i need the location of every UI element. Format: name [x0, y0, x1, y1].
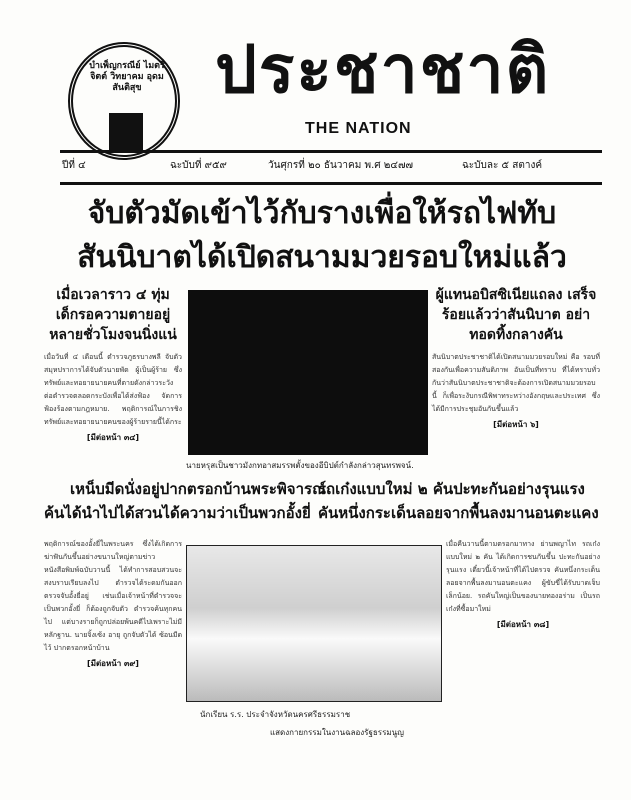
divider: [60, 150, 602, 153]
photo-speaker: [188, 290, 428, 455]
headline-right-bottom-2: คันหนึ่งกระเด็นลอยจากพื้นลงมานอนตะแคง: [318, 504, 599, 522]
continued-note: [มีต่อหน้า ๖]: [493, 420, 539, 429]
story-body: พฤติการณ์ของอั้งยี่ในพระนคร ซึ่งได้เกิดการฆ่าฟันกันขึ้นอย่างขนานใหญ่ตามข่าวหนังสือพิมพ์ฉบับวานนี้ ได้ทำการสอบสวนจะสงบราบเรียบลงไป ตำรวจได้ระดมกันออกตรวจจับอั้งยี่อยู่ เช่นเมื่อเจ้าหน้าที่ตำรวจจะเป็นพวกอั้งยี่ ก็ต้องถูกจับตัว ตำรวจค้นทุกคนไป แต่บางรายก็ถูกปล่อยพ้นคดีไปเพราะไม่มีหลักฐาน. นายจิ้งเซ้ง อายุ ถูกจับตัวได้ ซ้อนมีดไว้ ปากตรอกหน้าบ้าน: [44, 540, 182, 652]
issue-date: วันศุกรที่ ๒๐ ธันวาคม พ.ศ ๒๔๗๗: [268, 160, 413, 171]
story-heading: ผู้แทนอบิสซิเนียแถลง เสร็จร้อยแล้วว่าสันนิบาต อย่าทอดทิ้งกลางคัน: [435, 287, 597, 343]
newspaper-seal-logo: [68, 42, 180, 160]
continued-note: [มีต่อหน้า ๓๔]: [86, 433, 140, 442]
logo-motto: บำเพ็ญกรณีย์ ไมตรีจิตต์ วิทยาคม อุดมสันติสุข: [89, 61, 165, 93]
story-body: สันนิบาตประชาชาติได้เปิดสนามมวยรอบใหม่ คือ รอบที่สองกันเพื่อความสันติภาพ อันเป็นที่ทราบ ที่ได้ทราบทั่วกันว่าสันนิบาตประชาชาติจะต้องการเปิดสนามมวยรอบนี้ ก็เพื่อระงับกรณีพิพาทระหว่างอังกฤษและประเทศ ซึ่งได้มีการประชุมอันกันขึ้นแล้ว: [432, 353, 600, 413]
story-left-top: [44, 285, 182, 444]
headline-right-bottom: รถเก๋งแบบใหม่ ๒ คันปะทะกันอย่างรุนแรง: [318, 480, 585, 498]
continued-note: [มีต่อหน้า ๓๙]: [87, 659, 139, 668]
photo-students-gymnastics: [186, 545, 442, 702]
headline-left-bottom-2: ค้นได้นำไปได้สวนได้ความว่าเป็นพวกอั้งยี่: [44, 504, 311, 522]
story-heading: เมื่อเวลาราว ๔ ทุ่ม เด็กรอความตายอยู่ หลายชั่วโมงจนนิ่งแน่: [49, 287, 177, 343]
photo-caption-line-1: นักเรียน ร.ร. ประจำจังหวัดนครศรีธรรมราช: [200, 710, 351, 719]
divider: [60, 182, 602, 185]
photo-caption-line-2: แสดงกายกรรมในงานฉลองรัฐธรรมนูญ: [270, 728, 404, 737]
issue-number: ฉะบับที่ ๙๕๙: [170, 160, 227, 171]
issue-price: ฉะบับละ ๕ สตางค์: [462, 160, 543, 171]
logo-emblem-icon: [109, 113, 143, 153]
story-body: เมื่อคืนวานนี้ตามตรอกมาทาง ย่านพญาไท รถเก๋งแบบใหม่ ๒ คัน ได้เกิดการชนกันขึ้น ปะทะกันอย่างรุนแรง เดี๋ยวนี้เจ้าหน้าที่ได้ไปตรวจ คันหนึ่งกระเด็นลอยจากพื้นลงมานอนตะแคง ผู้ขับขี่ได้รับบาดเจ็บเล็กน้อย. รถคันใหญ่เป็นของนายทองอร่าม เป็นรถเก๋งที่ซื้อมาใหม่: [446, 540, 600, 613]
masthead-title: ประชาชาติ: [215, 31, 551, 108]
story-left-bottom: [44, 538, 182, 670]
story-right-bottom: [446, 538, 600, 631]
story-body: เมื่อวันที่ ๔ เดือนนี้ ตำรวจภูธรบางพลี จับตัวสมุหปราการได้จับตัวนายพัด ผู้เป็นผู้ร้าย ซึ่งทรัพย์และทอยายนายคนที่ตายดังกล่าวระวัง ต่อตำรวจตลอดกระบังเพื่อได้ส่งฟ้อง จัดการฟ้องร้องตามกฎหมาย. พฤติการณ์ในการชิงทรัพย์และทอยายนายคนของผู้ร้ายรายนี้ได้กระ: [44, 353, 182, 426]
story-right-top: [432, 285, 600, 431]
continued-note: [มีต่อหน้า ๓๘]: [496, 620, 550, 629]
volume-number: ปีที่ ๔: [62, 160, 86, 171]
masthead-subtitle: THE NATION: [305, 120, 412, 137]
photo-caption: นายหรุสเป็นชาวมังกทอาสมรรพตั้งของอีบิปต์กำลังกล่าวสุนทรพจน์.: [186, 461, 414, 470]
second-headline: สันนิบาตได้เปิดสนามมวยรอบใหม่แล้ว: [77, 240, 567, 275]
main-headline: จับตัวมัดเข้าไว้กับรางเพื่อให้รถไฟทับ: [87, 196, 557, 231]
headline-left-bottom: เหน็บมีดนั่งอยู่ปากตรอกบ้านพระพิจารณ์: [70, 480, 326, 498]
